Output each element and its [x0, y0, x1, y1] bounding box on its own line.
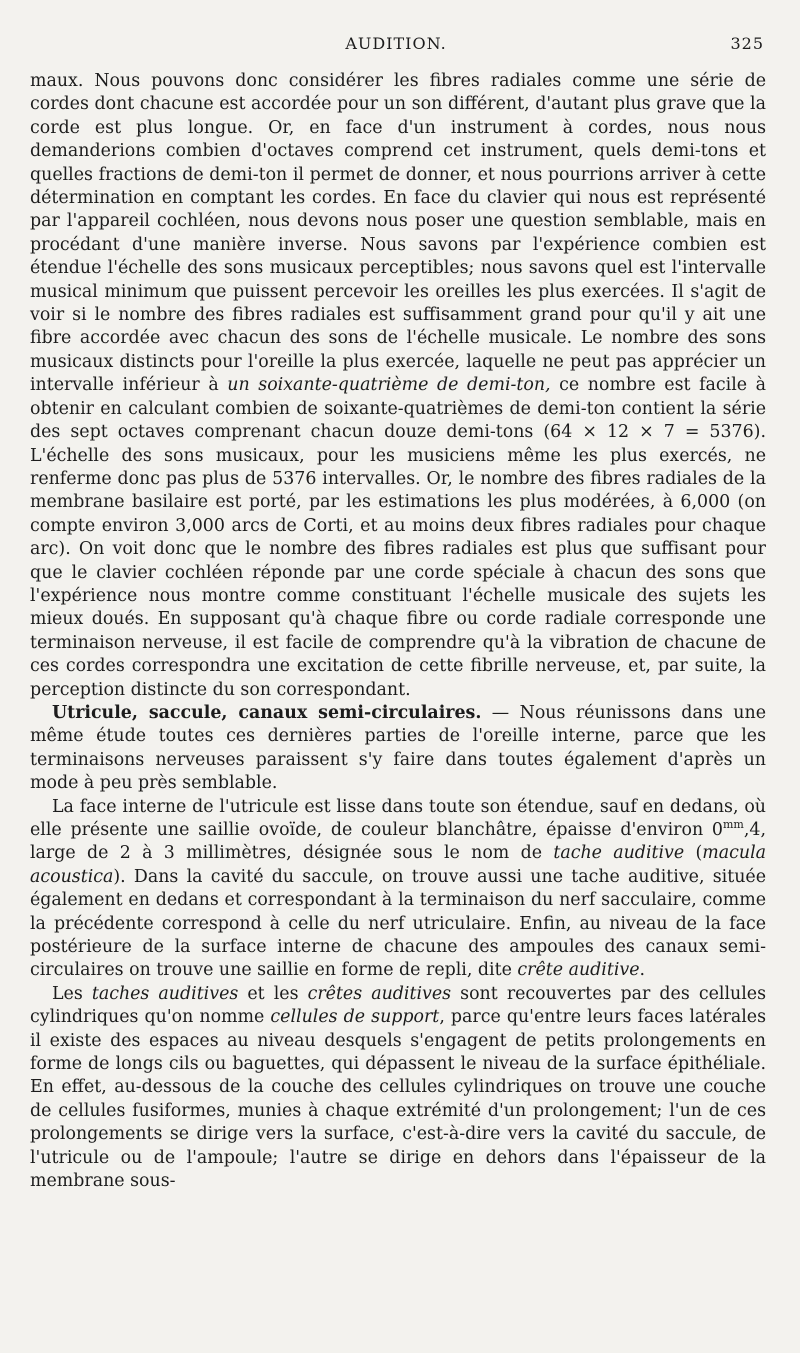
- italic-run: crête auditive: [517, 960, 640, 981]
- text-run: , parce qu'entre leurs faces latérales il existe des espaces au niveau desquels s'engagent de petits prolongements en forme de longs cils ou baguettes, qui dépassent le niveau de la surface épithéliale. En effet, au-dessous de la couche des cellules cylindriques on trouve une couche de cellules fusiformes, munies à chaque extrémité d'un prolongement; l'un de ces prolongements se dirige vers la surface, c'est-à-dire vers la cavité du saccule, de l'utricule ou de l'ampoule; l'autre se dirige en dehors dans l'épaisseur de la membrane sous-: [30, 1007, 767, 1192]
- paragraph-tache-auditive: [30, 796, 766, 983]
- paragraph-cochlea-fibres: [30, 70, 766, 702]
- italic-run: crêtes auditives: [307, 983, 452, 1004]
- text-run: et les: [238, 983, 308, 1004]
- italic-run: cellules de support: [270, 1007, 440, 1028]
- italic-run: macula acoustica: [30, 843, 766, 887]
- italic-run: un soixante-quatrième de demi-ton,: [227, 375, 551, 396]
- paragraph-utricule-heading: [30, 702, 766, 796]
- superscript-unit: mm: [723, 818, 744, 832]
- page-number: 325: [730, 34, 764, 53]
- text-run: sont recouvertes par des cellules cylindriques qu'on nomme: [30, 983, 766, 1028]
- section-heading: Utricule, saccule, canaux semi-circulaires.: [52, 702, 482, 723]
- text-run: ,4, large de 2 à 3 millimètres, désignée sous le nom de: [30, 820, 766, 864]
- text-run: Les: [52, 983, 92, 1004]
- text-run: La face interne de l'utricule est lisse dans toute son étendue, sauf en dedans, où elle présente une saillie ovoïde, de couleur blanchâtre, épaisse d'environ 0: [30, 796, 766, 840]
- text-run: ce nombre est facile à obtenir en calculant combien de soixante-quatrièmes de demi-ton contient la série des sept octaves comprenant chacun douze demi-tons (64 × 12 × 7 = 5376). L'échelle des sons musicaux, pour les musiciens même les plus exercés, ne renferme donc pas plus de 5376 intervalles. Or, le nombre des fibres radiales de la membrane basilaire est porté, par les estimations les plus modérées, à 6,000 (on compte environ 3,000 arcs de Corti, et au moins deux fibres radiales pour chaque arc). On voit donc que le nombre des fibres radiales est plus que suffisant pour que le clavier cochléen réponde par une corde spéciale à chacun des sons que l'expérience nous montre comme constituant l'échelle musicale des sujets les mieux doués. En supposant qu'à chaque fibre ou corde radiale corresponde une terminaison nerveuse, il est facile de comprendre qu'à la vibration de chacune de ces cordes correspondra une excitation de cette fibrille nerveuse, et, par suite, la perception distincte du son correspondant.: [30, 375, 767, 700]
- running-header: [28, 34, 764, 54]
- text-run: ). Dans la cavité du saccule, on trouve aussi une tache auditive, située également en dedans et correspondant à la terminaison du nerf sacculaire, comme la précédente correspond à celle du nerf utriculaire. Enfin, au niveau de la face postérieure de la surface interne de chacune des ampoules des canaux semi-circulaires on trouve une saillie en forme de repli, dite: [30, 866, 766, 981]
- body-text: [30, 70, 766, 1194]
- italic-run: tache auditive: [553, 843, 685, 864]
- text-run: maux. Nous pouvons donc considérer les fibres radiales comme une série de cordes dont chacune est accordée pour un son différent, d'autant plus grave que la corde est plus longue. Or, en face d'un instrument à cordes, nous nous demanderions combien d'octaves comprend cet instrument, quels demi-tons et quelles fractions de demi-ton il permet de donner, et nous pourrions arriver à cette détermination en comptant les cordes. En face du clavier qui nous est représenté par l'appareil cochléen, nous devons nous poser une question semblable, mais en procédant d'une manière inverse. Nous savons par l'expérience combien est étendue l'échelle des sons musicaux perceptibles; nous savons quel est l'intervalle musical minimum que puissent percevoir les oreilles les plus exercées. Il s'agit de voir si le nombre des fibres radiales est suffisamment grand pour qu'il y ait une fibre accordée avec chacun des sons de l'échelle musicale. Le nombre des sons musicaux distincts pour l'oreille la plus exercée, laquelle ne peut pas apprécier un intervalle inférieur à: [30, 71, 766, 396]
- italic-run: taches auditives: [91, 983, 239, 1004]
- running-title: AUDITION.: [345, 34, 447, 53]
- paragraph-cellules: [30, 983, 766, 1194]
- text-run: — Nous réunissons dans une même étude toutes ces dernières parties de l'oreille interne, parce que les terminaisons nerveuses paraissent s'y faire dans toutes également d'après un mode à peu près semblable.: [30, 702, 766, 794]
- text-run: (: [684, 843, 703, 864]
- text-run: .: [639, 960, 646, 981]
